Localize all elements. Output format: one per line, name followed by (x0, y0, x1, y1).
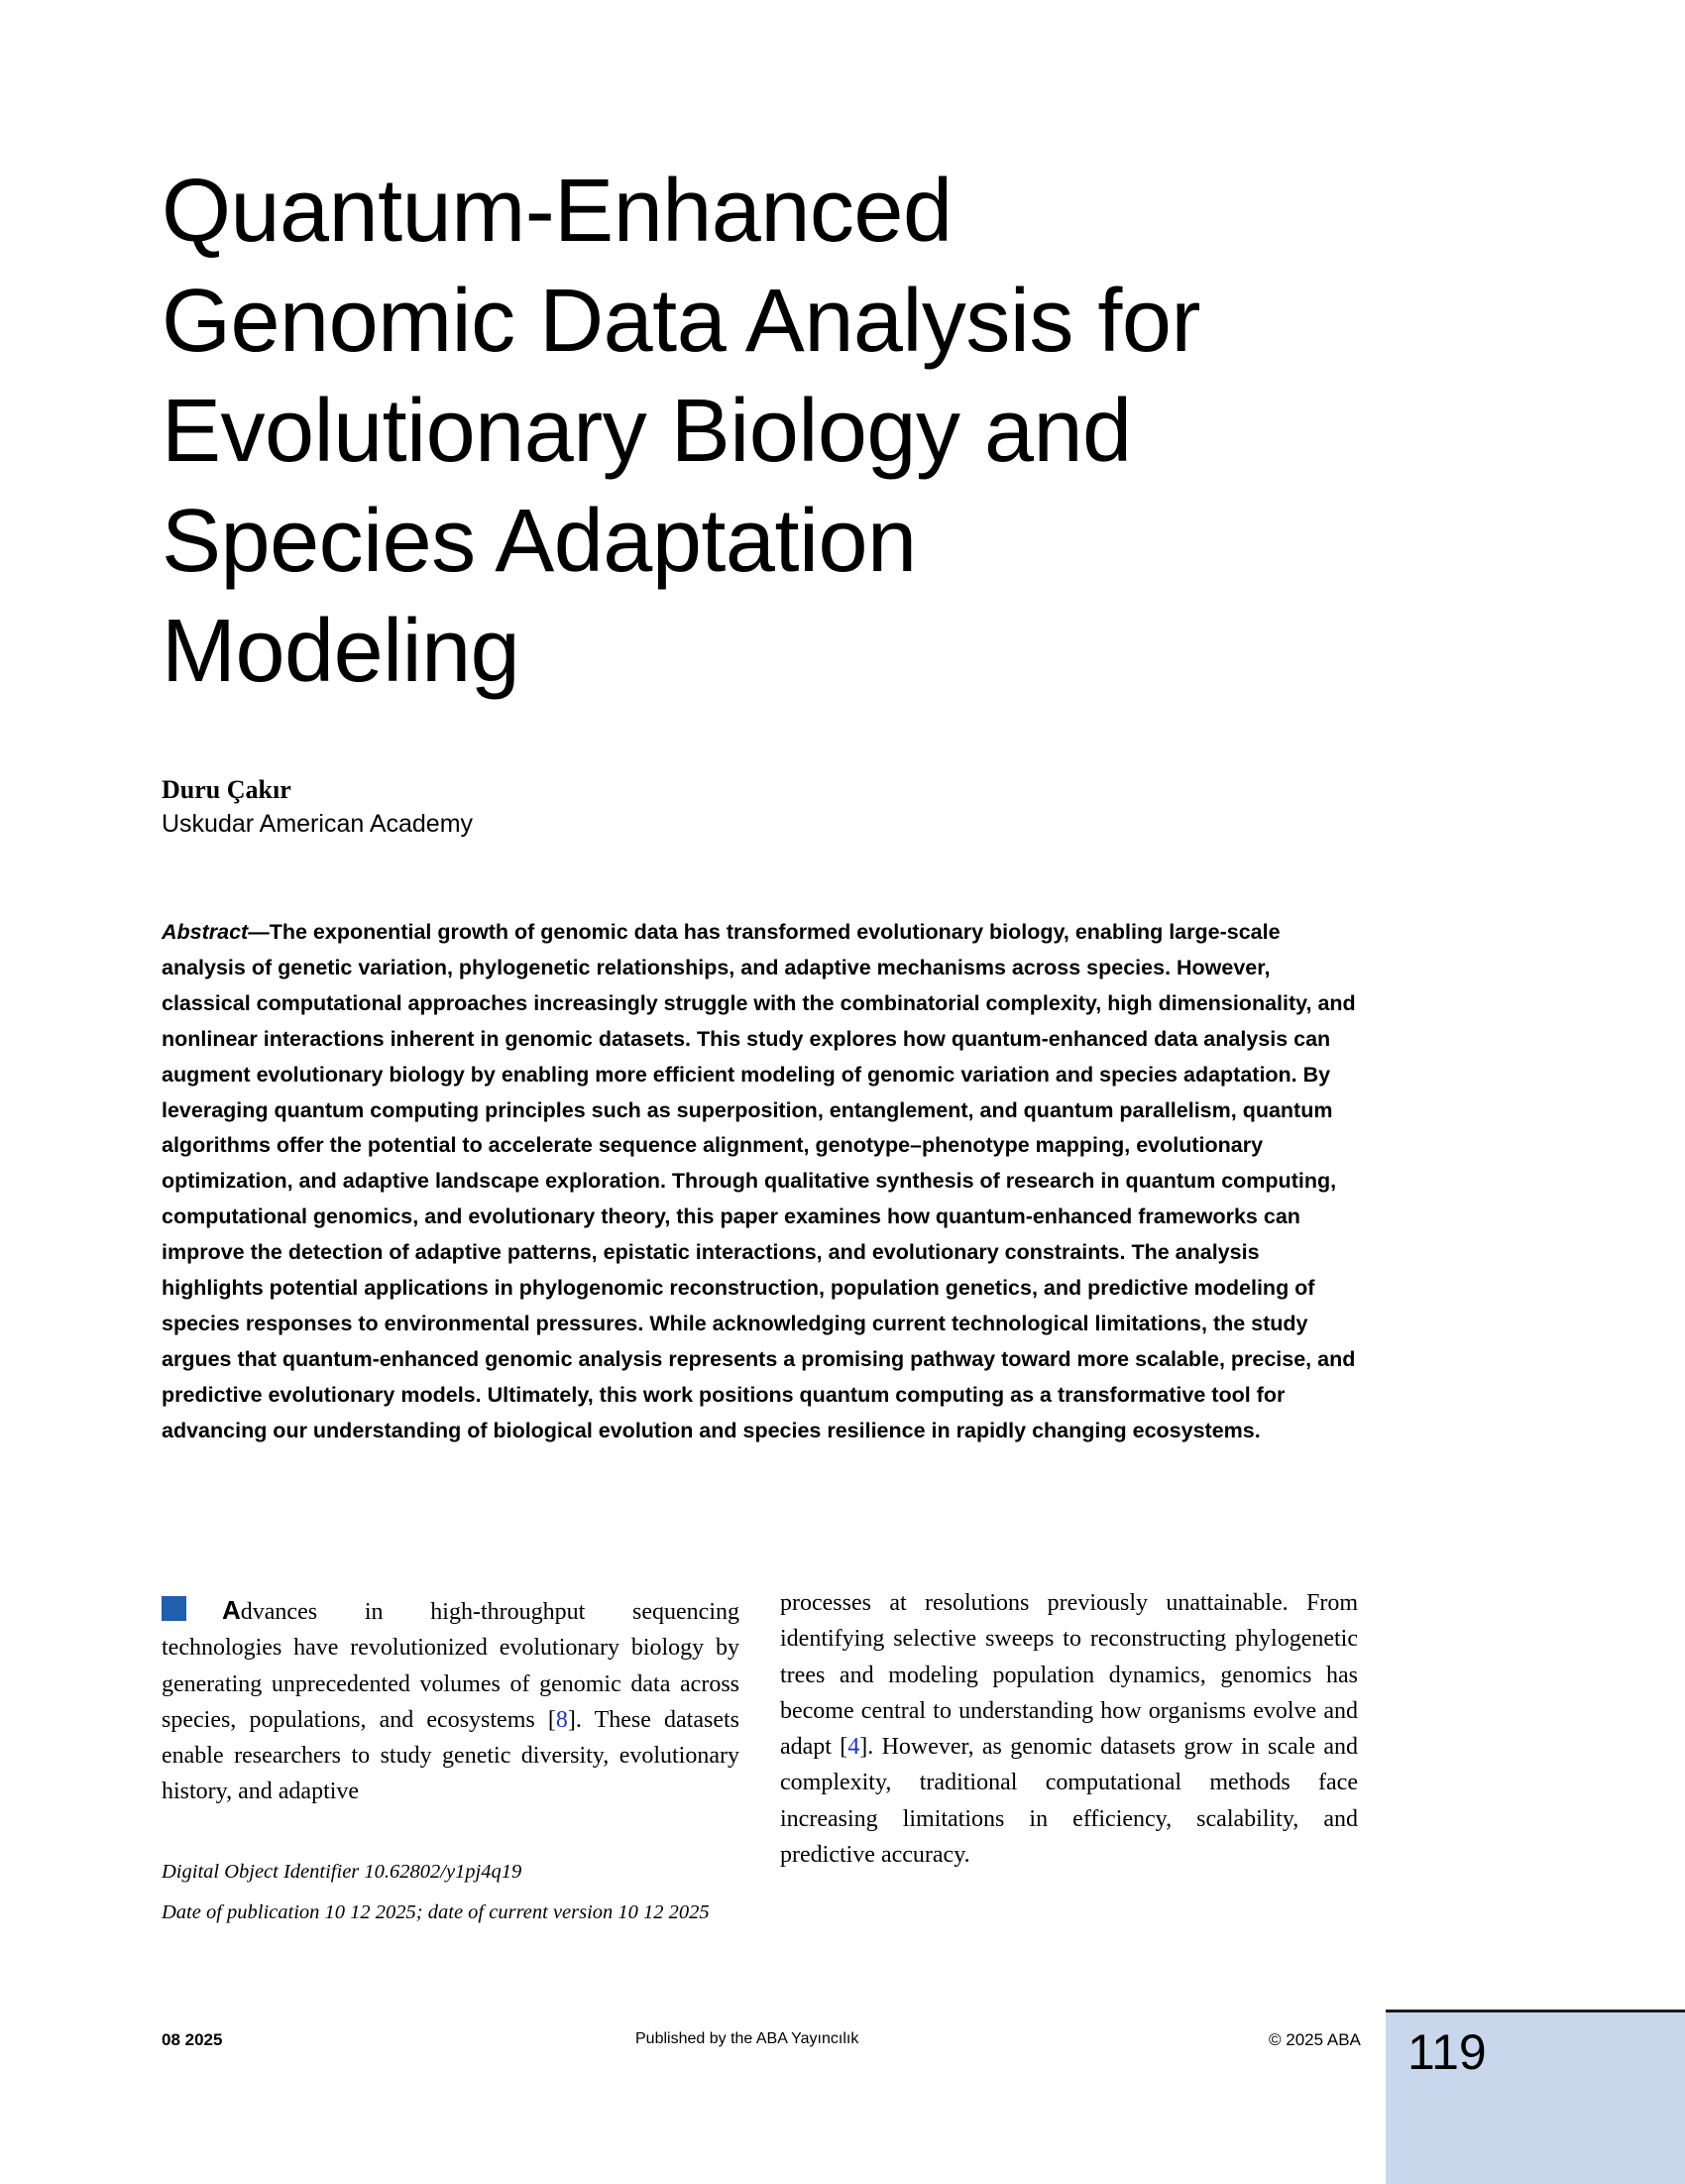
body-column-right (780, 1585, 1358, 1873)
body-text: processes at resolutions previously unattainable. From identifying selective sweeps to reconstructing phylogenetic trees and modeling population dynamics, genomics has become central to understanding how organisms evolve and adapt [ (780, 1590, 1358, 1761)
doi: Digital Object Identifier 10.62802/y1pj4q19 (162, 1861, 522, 1883)
publication-dates: Date of publication 10 12 2025; date of current version 10 12 2025 (162, 1901, 710, 1923)
publication-metadata (162, 1852, 739, 1933)
citation-link[interactable]: 8 (555, 1706, 568, 1733)
abstract (162, 915, 1363, 1449)
body-column-left (162, 1592, 739, 1810)
abstract-text: —The exponential growth of genomic data has transformed evolutionary biology, enabling large-scale analysis of genetic variation, phylogenetic relationships, and adaptive mechanisms across species. However, classical computational approaches increasingly struggle with the combinatorial complexity, high dimensionality, and nonlinear interactions inherent in genomic datasets. This study explores how quantum-enhanced data analysis can augment evolutionary biology by enabling more efficient modeling of genomic variation and species adaptation. By leveraging quantum computing principles such as superposition, entanglement, and quantum parallelism, quantum algorithms offer the potential to accelerate sequence alignment, genotype–phenotype mapping, evolutionary optimization, and adaptive landscape exploration. Through qualitative synthesis of research in quantum computing, computational genomics, and evolutionary theory, this paper examines how quantum-enhanced frameworks can improve the detection of adaptive patterns, epistatic interactions, and evolutionary constraints. The analysis highlights potential applications in phylogenomic reconstruction, population genetics, and predictive modeling of species responses to environmental pressures. While acknowledging current technological limitations, the study argues that quantum-enhanced genomic analysis represents a promising pathway toward more scalable, precise, and predictive evolutionary models. Ultimately, this work positions quantum computing as a transformative tool for advancing our understanding of biological evolution and species resilience in rapidly changing ecosystems. (162, 920, 1356, 1442)
body-text: ]. However, as genomic datasets grow in scale and complexity, traditional computational methods face increasing limitations in efficiency, scalability, and predictive accuracy. (780, 1734, 1358, 1869)
footer-copyright: © 2025 ABA (1269, 2030, 1361, 2049)
footer-publisher: Published by the ABA Yayıncılık (635, 2030, 859, 2047)
section-marker-icon (162, 1596, 186, 1621)
title-line: Quantum-Enhanced (162, 162, 953, 261)
title-line: Evolutionary Biology and (162, 382, 1132, 481)
title-line: Modeling (162, 602, 520, 701)
abstract-label: Abstract (162, 920, 249, 944)
drop-cap: A (222, 1595, 241, 1625)
page-number: 119 (1407, 2024, 1487, 2080)
author-name: Duru Çakır (162, 775, 291, 804)
body-text: ]. These datasets enable researchers to study genetic diversity, evolutionary history, and adaptive (162, 1706, 739, 1805)
body-text: dvances in high-throughput sequencing technologies have revolutionized evolutionary biology by generating unprecedented volumes of genomic data across species, populations, and ecosystems [ (162, 1599, 739, 1733)
citation-link[interactable]: 4 (847, 1734, 860, 1761)
title-line: Species Adaptation (162, 492, 917, 591)
author-affiliation: Uskudar American Academy (162, 810, 474, 838)
title-line: Genomic Data Analysis for (162, 272, 1200, 371)
footer-issue-date: 08 2025 (162, 2030, 223, 2049)
paper-title (162, 157, 1410, 707)
